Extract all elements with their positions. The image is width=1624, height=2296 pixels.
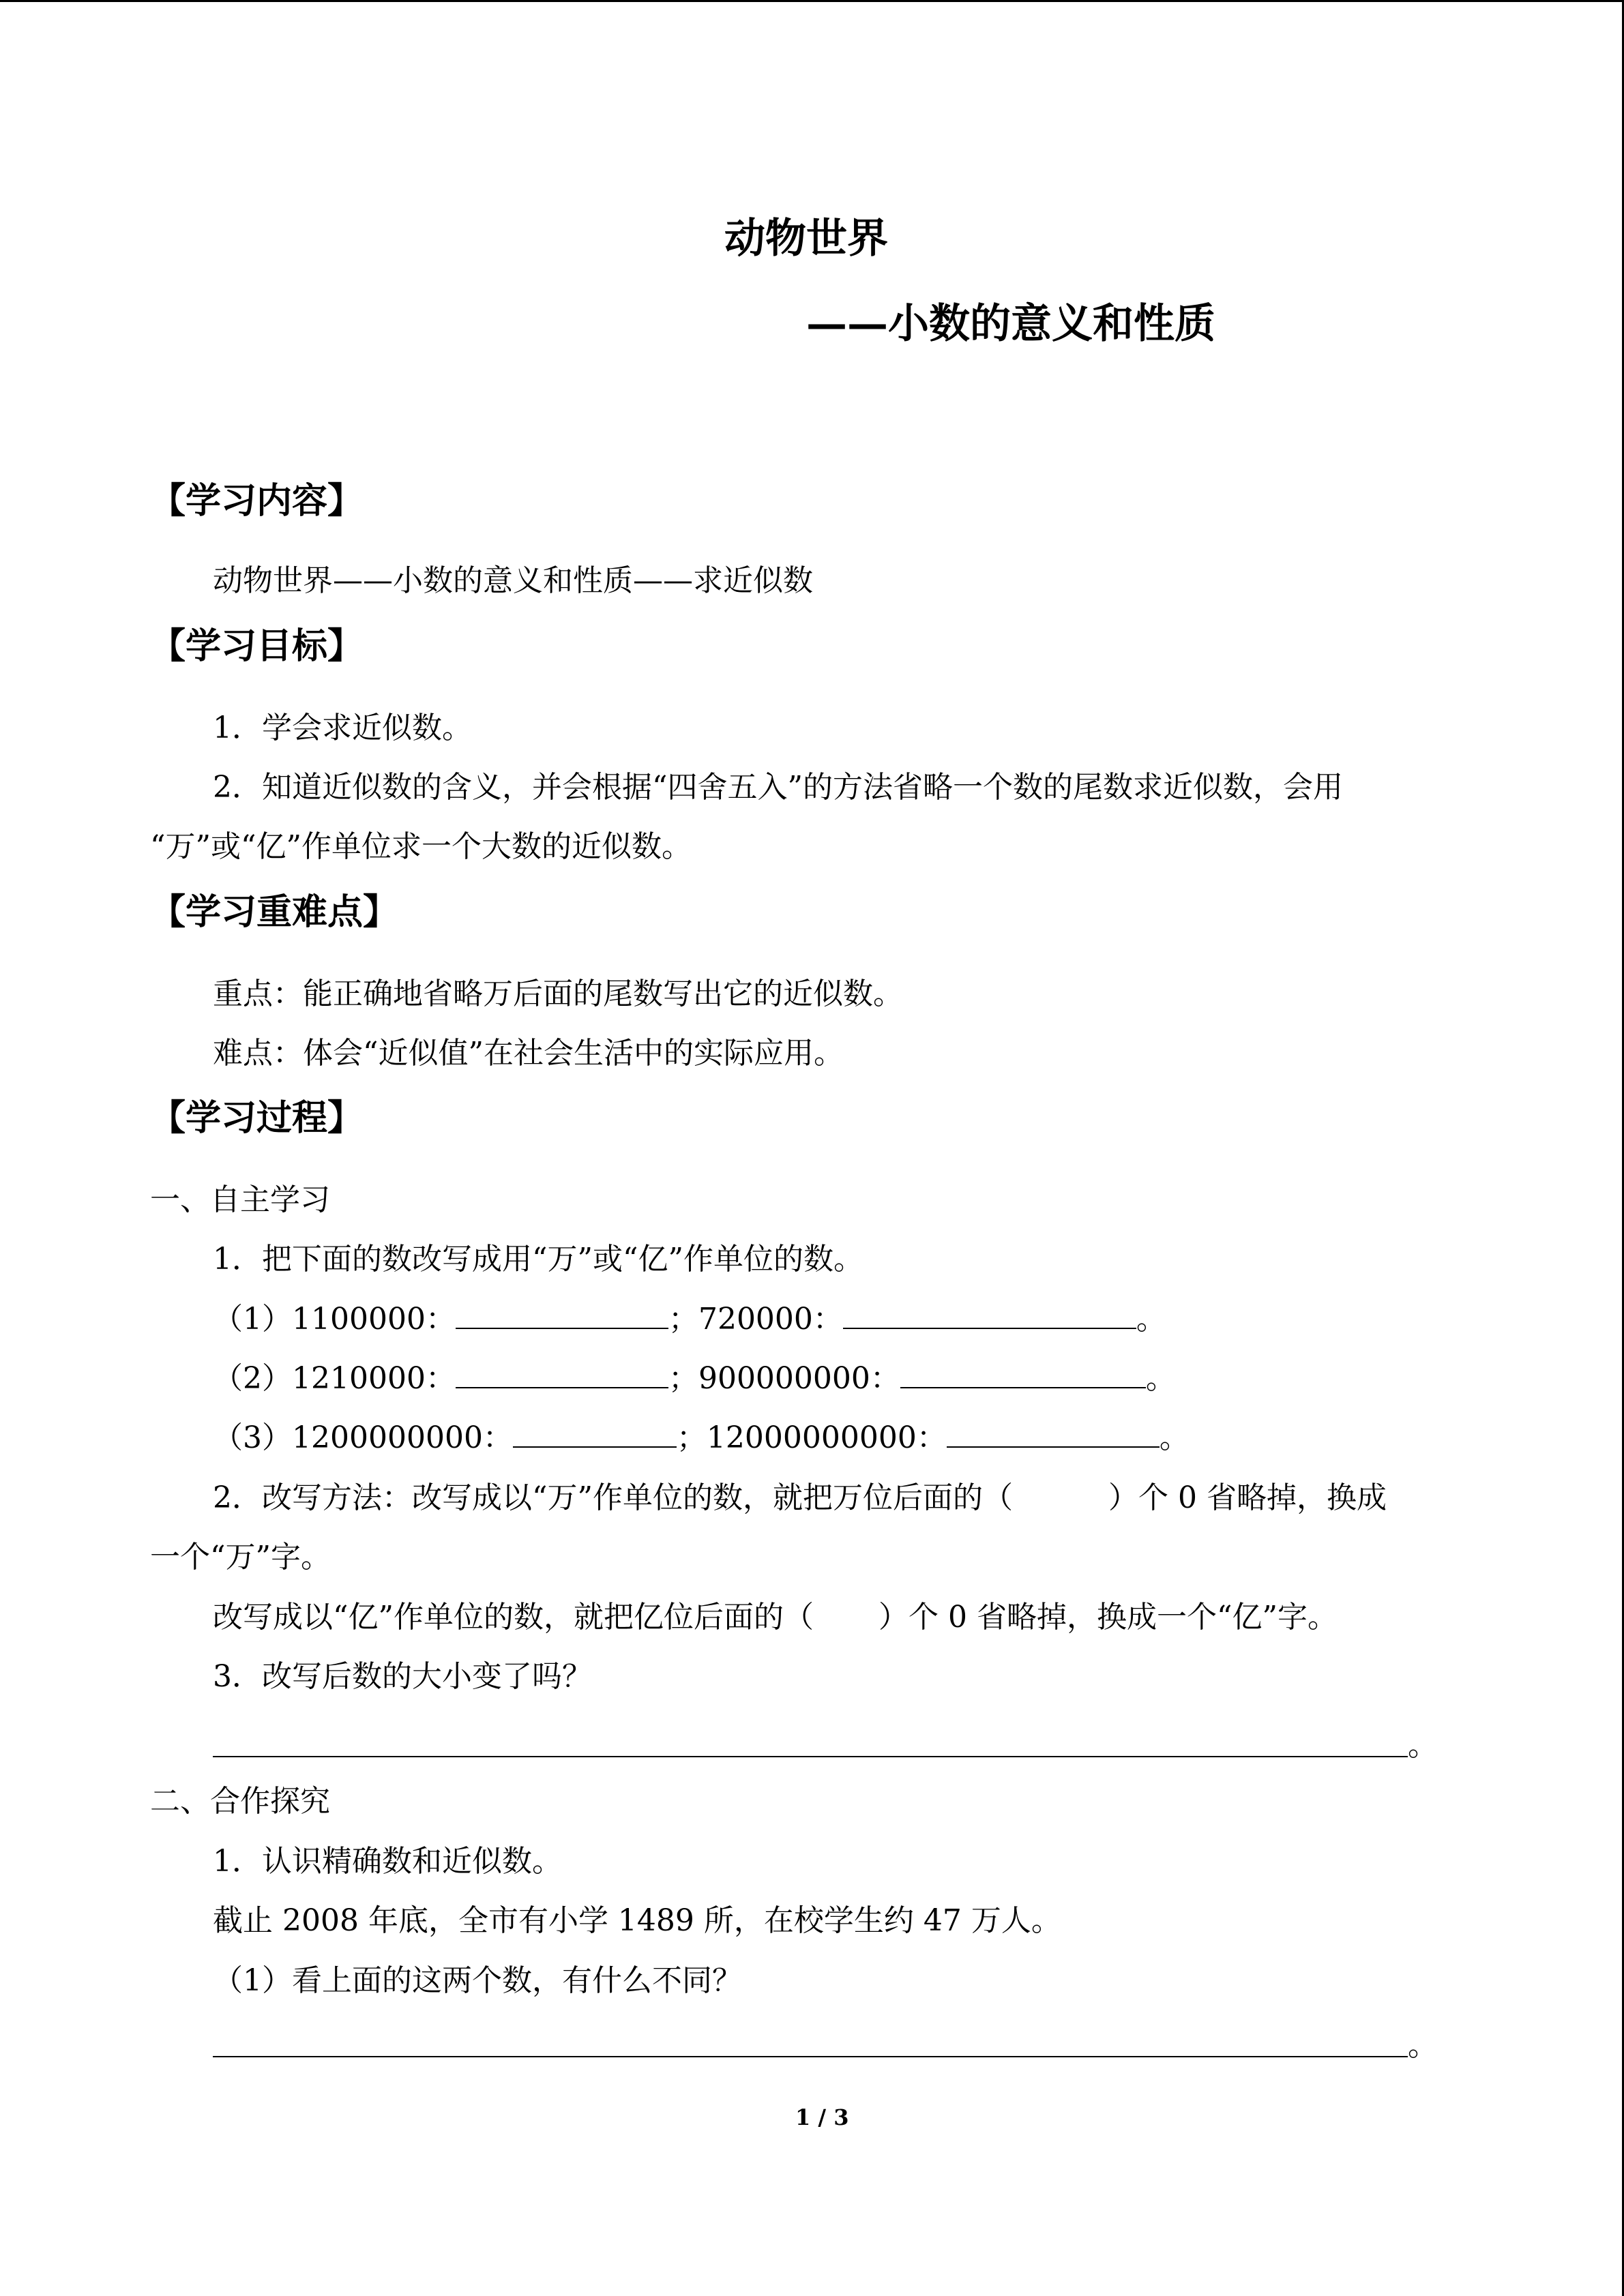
- rewrite-row: [213, 1418, 1190, 1459]
- answer-blank[interactable]: [843, 1300, 1136, 1329]
- section-heading-process: 【学习过程】: [150, 1097, 364, 1139]
- rewrite-row: [213, 1299, 1166, 1340]
- row-end: 。: [1145, 1361, 1176, 1396]
- content-text: 动物世界——小数的意义和性质——求近似数: [213, 563, 813, 598]
- part1-question-1: 1．把下面的数改写成用“万”或“亿”作单位的数。: [213, 1242, 863, 1277]
- difficult-point: 难点：体会“近似值”在社会生活中的实际应用。: [213, 1036, 844, 1071]
- page-subtitle: ——小数的意义和性质: [806, 300, 1215, 348]
- row-label-a: （3）1200000000：: [213, 1420, 513, 1455]
- section-heading-goals: 【学习目标】: [150, 625, 364, 667]
- part2-fact: 截止 2008 年底，全市有小学 1489 所，在校学生约 47 万人。: [213, 1903, 1061, 1938]
- answer-line-end: 。: [1408, 2028, 1438, 2063]
- goal-item: “万”或“亿”作单位求一个大数的近似数。: [150, 829, 692, 864]
- answer-blank[interactable]: [900, 1360, 1146, 1388]
- answer-line[interactable]: [213, 1756, 1408, 1757]
- part1-question-2-line3: [213, 1597, 1338, 1638]
- part2-subquestion-1: （1）看上面的这两个数，有什么不同？: [213, 1963, 742, 1998]
- section-heading-key-points: 【学习重难点】: [150, 891, 399, 933]
- row-label-b: ；720000：: [668, 1302, 843, 1337]
- page-title: 动物世界: [724, 215, 888, 263]
- q2-text-start: 2．改写方法：改写成以“万”作单位的数，就把万位后面的（: [213, 1480, 1013, 1515]
- answer-blank[interactable]: [513, 1419, 677, 1448]
- page-border-top: [0, 0, 1624, 2]
- answer-line[interactable]: [213, 2056, 1408, 2057]
- answer-line-end: 。: [1408, 1728, 1438, 1763]
- goal-item: 1．学会求近似数。: [213, 711, 472, 745]
- part2-question-1: 1．认识精确数和近似数。: [213, 1844, 562, 1879]
- q2-text-end: ）个 0 省略掉，换成: [1108, 1480, 1387, 1515]
- row-label-b: ；900000000：: [668, 1361, 900, 1396]
- page-number: 1 / 3: [795, 2104, 849, 2130]
- goal-item: 2．知道近似数的含义，并会根据“四舍五入”的方法省略一个数的尾数求近似数，会用: [213, 770, 1343, 805]
- rewrite-row: [213, 1358, 1176, 1399]
- part1-question-2: [213, 1478, 1387, 1519]
- answer-blank[interactable]: [456, 1360, 668, 1388]
- important-point: 重点：能正确地省略万后面的尾数写出它的近似数。: [213, 976, 903, 1011]
- answer-blank[interactable]: [456, 1300, 668, 1329]
- row-label-a: （2）1210000：: [213, 1361, 456, 1396]
- part1-question-2-cont: 一个“万”字。: [150, 1540, 331, 1575]
- row-label-a: （1）1100000：: [213, 1302, 456, 1337]
- answer-blank[interactable]: [947, 1419, 1160, 1448]
- section-heading-content: 【学习内容】: [150, 480, 364, 522]
- row-end: 。: [1159, 1420, 1190, 1455]
- row-end: 。: [1136, 1302, 1166, 1337]
- part2-title: 二、合作探究: [150, 1784, 330, 1819]
- part1-question-3: 3．改写后数的大小变了吗？: [213, 1659, 592, 1694]
- part1-title: 一、自主学习: [150, 1182, 330, 1217]
- q2-line3-start: 改写成以“亿”作单位的数，就把亿位后面的（: [213, 1600, 814, 1635]
- row-label-b: ；12000000000：: [676, 1420, 947, 1455]
- q2-line3-end: ）个 0 省略掉，换成一个“亿”字。: [879, 1600, 1338, 1635]
